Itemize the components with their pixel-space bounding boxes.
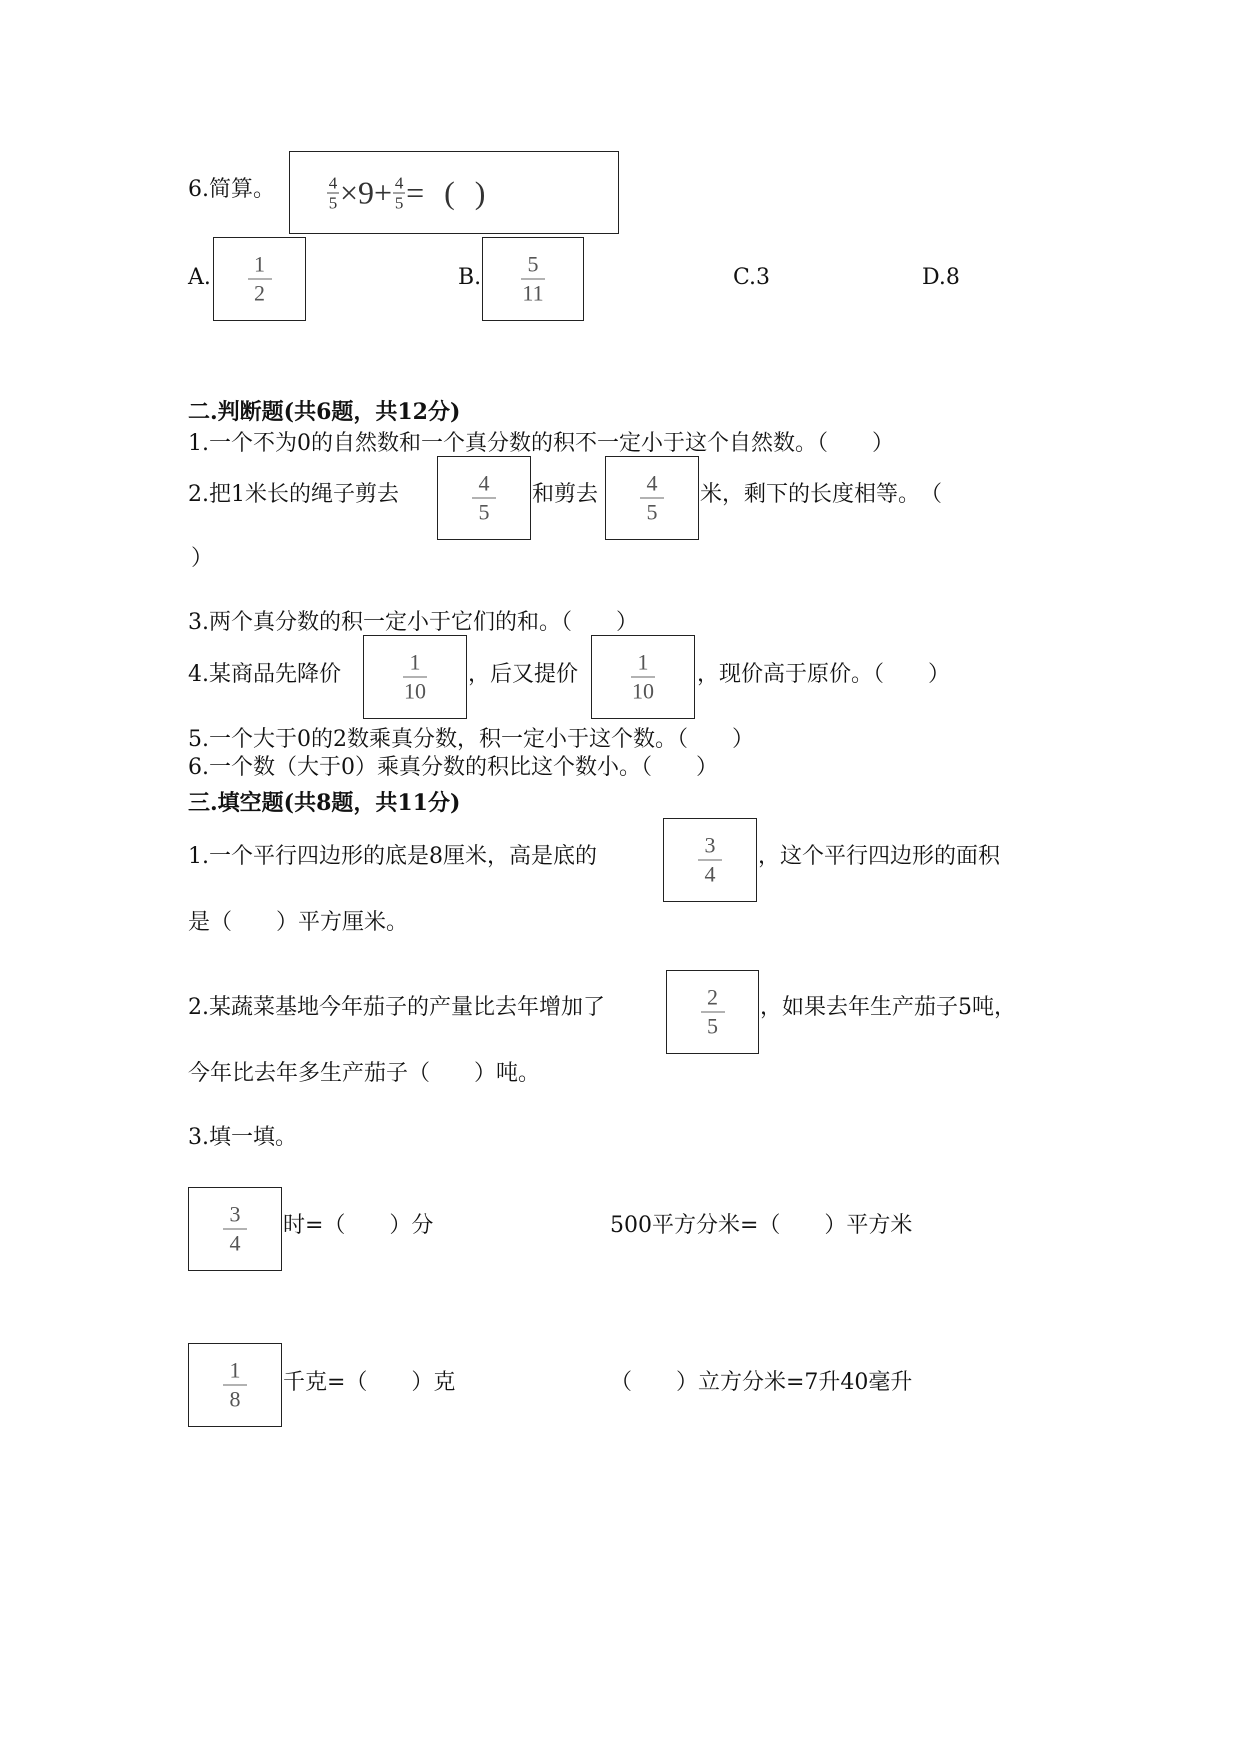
q6-expression — [290, 174, 618, 211]
fraction: 4 5 — [438, 472, 530, 525]
s3-q2-part-c: 今年比去年多生产茄子（ ）吨。 — [188, 1061, 541, 1086]
s3-q3-row1-b: 500平方分米=（ ）平方米 — [610, 1213, 913, 1238]
fraction: 1 8 — [189, 1359, 281, 1412]
fraction: 3 4 — [664, 834, 756, 887]
q6-expr-mul: ×9+ — [340, 174, 393, 210]
q6-prefix: 6.简算。 — [188, 177, 275, 202]
s2-q2-fraction-box-1 — [437, 456, 531, 540]
s2-q4-fraction-box-2 — [591, 635, 695, 719]
section3-title: 三.填空题(共8题，共11分) — [188, 790, 461, 816]
section2-title: 二.判断题(共6题，共12分) — [188, 399, 461, 425]
s2-q1: 1.一个不为0的自然数和一个真分数的积不一定小于这个自然数。（ ） — [188, 431, 894, 456]
s3-q1-part-c: 是（ ）平方厘米。 — [188, 910, 409, 935]
q6-option-b-label: B. — [458, 265, 482, 290]
q6-expr-tail: = ( ) — [406, 174, 492, 210]
s2-q4-fraction-box-1 — [363, 635, 467, 719]
fraction: 2 5 — [667, 986, 758, 1039]
s2-q2-fraction-box-2 — [605, 456, 699, 540]
s3-q3-row2-fraction-box — [188, 1343, 282, 1427]
s2-q5: 5.一个大于0的2数乘真分数，积一定小于这个数。（ ） — [188, 727, 754, 752]
s2-q2-part-c: 米，剩下的长度相等。 （ — [700, 482, 943, 507]
fraction: 4 5 — [606, 472, 698, 525]
q6-option-a-label: A. — [188, 265, 211, 290]
s2-q2-part-d: ） — [191, 546, 214, 571]
s3-q2-fraction-box — [666, 970, 759, 1054]
s2-q6: 6.一个数（大于0）乘真分数的积比这个数小。（ ） — [188, 755, 718, 780]
s3-q3-title: 3.填一填。 — [188, 1125, 297, 1150]
fraction: 1 10 — [632, 649, 654, 704]
s2-q3: 3.两个真分数的积一定小于它们的和。（ ） — [188, 610, 638, 635]
q6-option-c: C.3 — [733, 265, 771, 290]
s2-q4-part-a: 4.某商品先降价 — [188, 662, 341, 687]
q6-expr-fraction-2: 4 5 — [394, 173, 404, 212]
s2-q4-part-b: ，后又提价 — [468, 662, 579, 687]
s3-q3-row1-fraction-box — [188, 1187, 282, 1271]
s3-q1-part-a: 1.一个平行四边形的底是8厘米，高是底的 — [188, 844, 597, 869]
q6-option-a-box — [213, 237, 306, 321]
q6-expression-box — [289, 151, 619, 234]
fraction: 5 11 — [522, 251, 544, 306]
s2-q4-part-c: ，现价高于原价。（ ） — [697, 662, 951, 687]
s3-q3-row2-b: （ ）立方分米=7升40毫升 — [610, 1370, 913, 1395]
q6-expr-fraction-1: 4 5 — [328, 173, 338, 212]
s3-q2-part-a: 2.某蔬菜基地今年茄子的产量比去年增加了 — [188, 995, 605, 1020]
s2-q2-part-b: 和剪去 — [532, 482, 599, 507]
s3-q1-fraction-box — [663, 818, 757, 902]
s2-q2-part-a: 2.把1米长的绳子剪去 — [188, 482, 399, 507]
q6-option-b-box — [482, 237, 584, 321]
fraction: 1 10 — [404, 649, 426, 704]
fraction: 3 4 — [189, 1203, 281, 1256]
s3-q1-part-b: ，这个平行四边形的面积 — [758, 844, 1001, 869]
s3-q3-row2-a: 千克=（ ）克 — [283, 1370, 456, 1395]
fraction: 1 2 — [214, 253, 305, 306]
s3-q2-part-b: ，如果去年生产茄子5吨， — [760, 995, 1016, 1020]
q6-option-d: D.8 — [922, 265, 960, 290]
s3-q3-row1-a: 时=（ ）分 — [283, 1213, 434, 1238]
